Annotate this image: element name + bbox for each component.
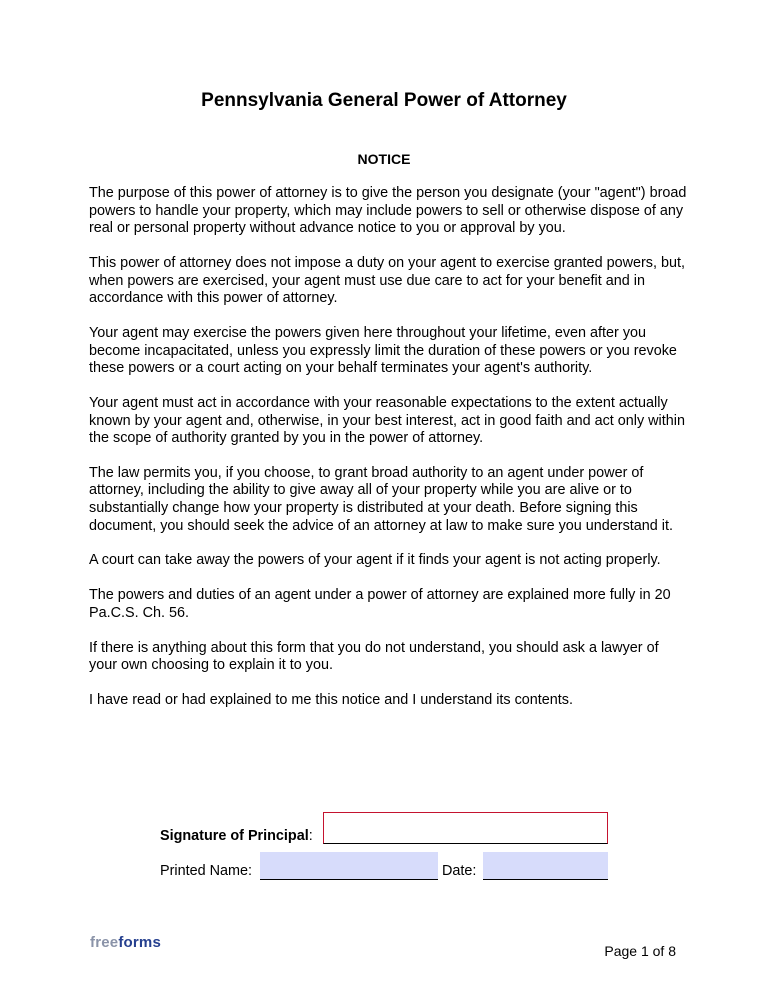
notice-body (89, 185, 687, 727)
paragraph-expectations: Your agent must act in accordance with your reasonable expectations to the extent actually known by your agent and, otherwise, in your best interest, act in good faith and act only within the scope of authority granted by you in the power of attorney. (89, 394, 685, 447)
date-field[interactable] (483, 852, 608, 880)
page-title: Pennsylvania General Power of Attorney (201, 90, 567, 111)
printed-name-field[interactable] (260, 852, 438, 880)
freeforms-logo (90, 934, 161, 951)
paragraph-duration: Your agent may exercise the powers given here throughout your lifetime, even after you become incapacitated, unless you expressly limit the duration of these powers or you revoke these powers or a court acting on your behalf terminates your agent's authority. (89, 324, 677, 377)
logo-forms-text: forms (118, 934, 162, 951)
signature-label-text: Signature of Principal (160, 828, 309, 844)
paragraph-broad-authority: The law permits you, if you choose, to grant broad authority to an agent under power of attorney, including the ability to give away all of your property while you are alive or to substantially change how your property is distributed at your death. Before signing this document, you should seek the advice of an attorney at law to make sure you understand it. (89, 464, 673, 534)
signature-label-colon: : (308, 828, 313, 844)
logo-free-text: free (90, 934, 119, 951)
signature-of-principal-field[interactable] (323, 812, 608, 844)
page-number: Page 1 of 8 (604, 943, 676, 959)
paragraph-purpose: The purpose of this power of attorney is to give the person you designate (your "agent") broad powers to handle your property, which may include powers to sell or otherwise dispose of any real or personal property without advance notice to you or approval by you. (89, 185, 687, 237)
paragraph-ask-lawyer: If there is anything about this form that you do not understand, you should ask a lawyer of your own choosing to explain it to you. (89, 639, 659, 674)
paragraph-no-duty: This power of attorney does not impose a duty on your agent to exercise granted powers, but, when powers are exercised, your agent must use due care to act for your benefit and in accordance with this power of attorney. (89, 254, 685, 307)
paragraph-acknowledgement: I have read or had explained to me this notice and I understand its contents. (89, 691, 573, 708)
paragraph-statute: The powers and duties of an agent under a power of attorney are explained more fully in 20 Pa.C.S. Ch. 56. (89, 587, 671, 621)
notice-heading: NOTICE (357, 151, 411, 167)
paragraph-court: A court can take away the powers of your agent if it finds your agent is not acting properly. (89, 552, 661, 569)
